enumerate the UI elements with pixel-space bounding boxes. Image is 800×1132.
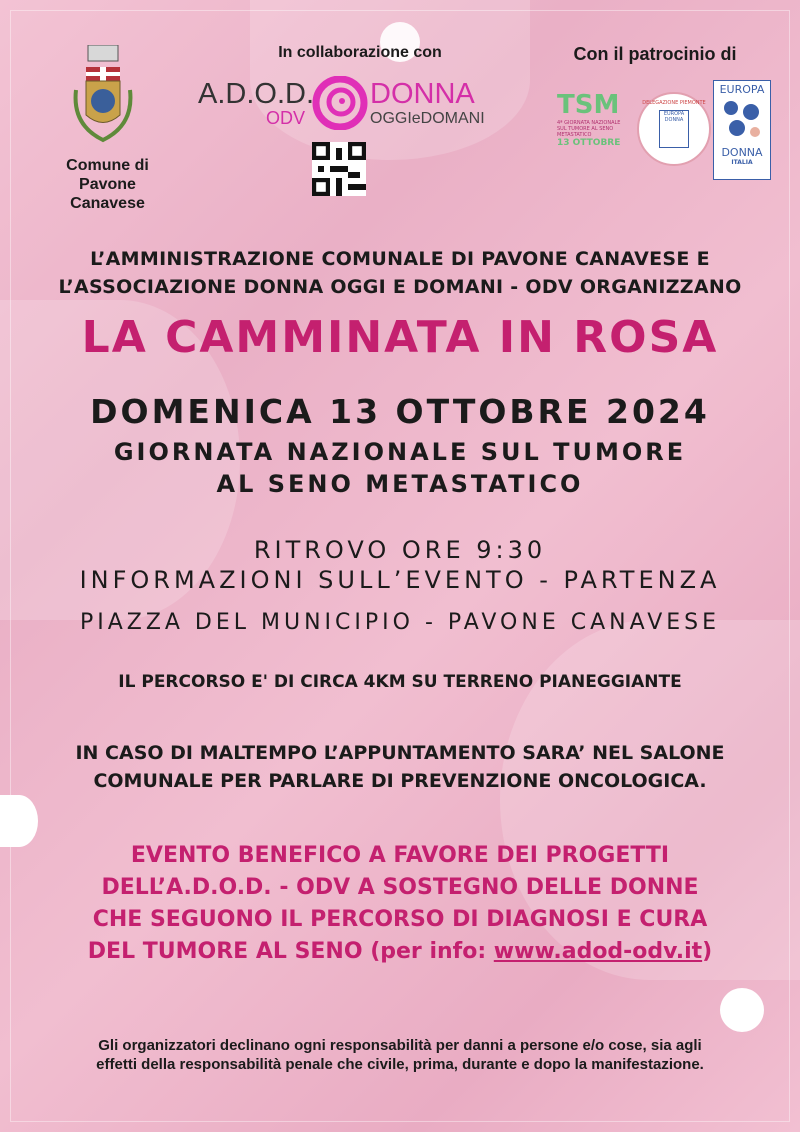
intro-line1: L’AMMINISTRAZIONE COMUNALE DI PAVONE CANAVESE E bbox=[90, 248, 710, 270]
logo-adod-text: A.D.O.D. bbox=[198, 78, 315, 110]
route-info: IL PERCORSO E' DI CIRCA 4KM SU TERRENO PIANEGGIANTE bbox=[118, 672, 682, 692]
event-subtitle bbox=[0, 436, 800, 500]
municipality-coat-of-arms bbox=[68, 45, 138, 150]
rose-icon bbox=[312, 76, 368, 130]
charity-line2: DELL’A.D.O.D. - ODV A SOSTEGNO DELLE DONNE bbox=[101, 875, 699, 900]
delegazione-text: DELEGAZIONE PIEMONTE bbox=[642, 100, 706, 106]
meeting-info: INFORMAZIONI SULL’EVENTO - PARTENZA bbox=[79, 566, 721, 594]
delegazione-inner: EUROPA DONNA bbox=[659, 110, 689, 148]
patronage-label: Con il patrocinio di bbox=[573, 44, 737, 64]
delegazione-piemonte-logo bbox=[637, 92, 711, 166]
italia-text: ITALIA bbox=[731, 159, 753, 166]
tsm-logo bbox=[557, 90, 627, 168]
charity-line4-prefix: DEL TUMORE AL SENO (per info: bbox=[87, 939, 494, 964]
meeting-place: PIAZZA DEL MUNICIPIO - PAVONE CANAVESE bbox=[79, 610, 721, 635]
charity-line1: EVENTO BENEFICO A FAVORE DEI PROGETTI bbox=[130, 843, 670, 868]
donna-text: DONNA bbox=[721, 146, 763, 159]
disclaimer-line1: Gli organizzatori declinano ogni responsabilità per danni a persone e/o cose, sia agli bbox=[98, 1037, 702, 1054]
charity-line4-suffix: ) bbox=[702, 939, 713, 964]
intro-line2: L’ASSOCIAZIONE DONNA OGGI E DOMANI - ODV ORGANIZZANO bbox=[58, 276, 742, 298]
weather-line1: IN CASO DI MALTEMPO L’APPUNTAMENTO SARA’ NEL SALONE bbox=[75, 742, 725, 764]
disclaimer-line2: effetti della responsabilità penale che civile, prima, durante e dopo la manifestazione. bbox=[96, 1056, 704, 1073]
event-date: DOMENICA 13 OTTOBRE 2024 bbox=[90, 392, 710, 431]
charity-info bbox=[0, 840, 800, 968]
disclaimer bbox=[0, 1036, 800, 1074]
municipality-line1: Comune di bbox=[66, 157, 149, 174]
event-title: LA CAMMINATA IN ROSA bbox=[81, 312, 719, 363]
subtitle-line1: GIORNATA NAZIONALE SUL TUMORE bbox=[113, 438, 687, 466]
logo-odv-text: ODV bbox=[266, 108, 306, 128]
charity-line3: CHE SEGUONO IL PERCORSO DI DIAGNOSI E CURA bbox=[92, 907, 708, 932]
weather-notice bbox=[0, 739, 800, 795]
tsm-name: TSM bbox=[557, 90, 620, 120]
logo-oggiedomani-text: OGGIeDOMANI bbox=[370, 110, 485, 127]
europa-donna-logo bbox=[713, 80, 771, 180]
europa-text: EUROPA bbox=[719, 83, 765, 96]
tsm-date: 13 OTTOBRE bbox=[557, 138, 621, 148]
tsm-text: 4ª GIORNATA NAZIONALE SUL TUMORE AL SENO METASTATICO bbox=[557, 120, 621, 138]
municipality-name bbox=[40, 156, 175, 213]
collaboration-label: In collaborazione con bbox=[278, 44, 442, 61]
qr-code[interactable] bbox=[312, 142, 366, 196]
adod-donna-logo bbox=[198, 76, 508, 132]
subtitle-line2: AL SENO METASTATICO bbox=[216, 470, 584, 498]
meeting-time: RITROVO ORE 9:30 bbox=[253, 536, 547, 564]
europa-donna-figures-icon bbox=[719, 96, 765, 142]
charity-line4 bbox=[0, 936, 800, 968]
weather-line2: COMUNALE PER PARLARE DI PREVENZIONE ONCOLOGICA. bbox=[93, 770, 707, 792]
logo-donna-text: DONNA bbox=[370, 78, 475, 110]
intro bbox=[0, 245, 800, 301]
website-link[interactable]: www.adod-odv.it bbox=[493, 939, 703, 964]
municipality-line2: Pavone Canavese bbox=[70, 176, 145, 212]
